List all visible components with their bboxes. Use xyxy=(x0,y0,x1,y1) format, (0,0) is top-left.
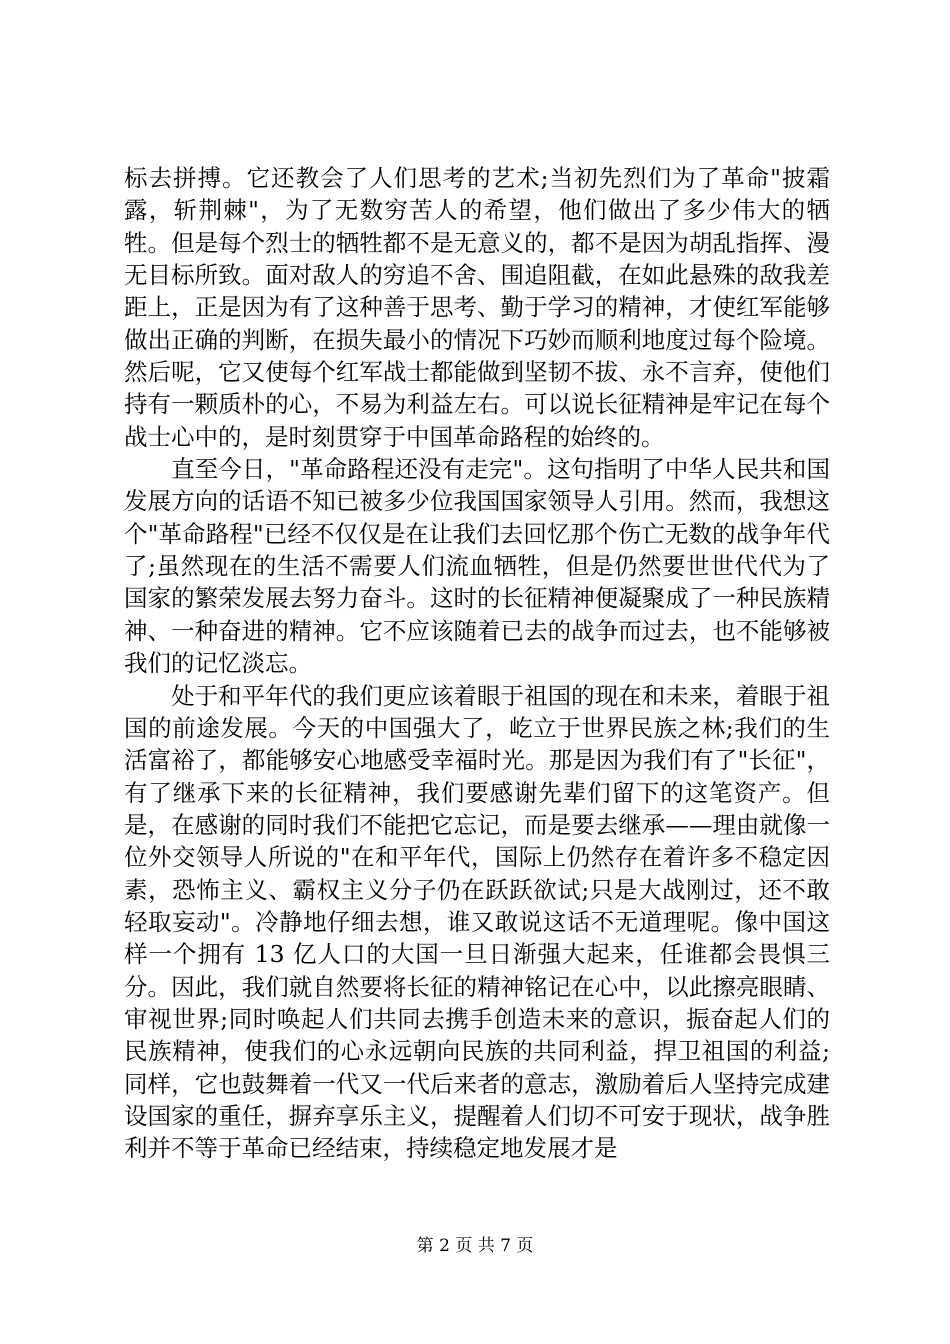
page-number-footer: 第 2 页 共 7 页 xyxy=(416,1236,534,1256)
document-body xyxy=(124,162,830,1165)
paragraph: 处于和平年代的我们更应该着眼于祖国的现在和未来，着眼于祖国的前途发展。今天的中国强大了，屹立于世界民族之林;我们的生活富裕了，都能够安心地感受幸福时光。那是因为我们有了"长征"，有了继承下来的长征精神，我们要感谢先辈们留下的这笔资产。但是，在感谢的同时我们不能把它忘记，而是要去继承——理由就像一位外交领导人所说的"在和平年代，国际上仍然存在着许多不稳定因素，恐怖主义、霸权主义分子仍在跃跃欲试;只是大战刚过，还不敢轻取妄动"。冷静地仔细去想，谁又敢说这话不无道理呢。像中国这样一个拥有 13 亿人口的大国一旦日渐强大起来，任谁都会畏惧三分。因此，我们就自然要将长征的精神铭记在心中，以此擦亮眼睛、审视世界;同时唤起人们共同去携手创造未来的意识，振奋起人们的民族精神，使我们的心永远朝向民族的共同利益，捍卫祖国的利益;同样，它也鼓舞着一代又一代后来者的意志，激励着后人坚持完成建设国家的重任，摒弃享乐主义，提醒着人们切不可安于现状，战争胜利并不等于革命已经结束，持续稳定地发展才是 xyxy=(124,681,830,1163)
paragraph: 直至今日，"革命路程还没有走完"。这句指明了中华人民共和国发展方向的话语不知已被多少位我国国家领导人引用。然而，我想这个"革命路程"已经不仅仅是在让我们去回忆那个伤亡无数的战争年代了;虽然现在的生活不需要人们流血牺牲，但是仍然要世世代代为了国家的繁荣发展去努力奋斗。这时的长征精神便凝聚成了一种民族精神、一种奋进的精神。它不应该随着已去的战争而过去，也不能够被我们的记忆淡忘。 xyxy=(124,455,830,678)
paragraph: 标去拼搏。它还教会了人们思考的艺术;当初先烈们为了革命"披霜露，斩荆棘"，为了无数穷苦人的希望，他们做出了多少伟大的牺牲。但是每个烈士的牺牲都不是无意义的，都不是因为胡乱指挥、漫无目标所致。面对敌人的穷追不舍、围追阻截，在如此悬殊的敌我差距上，正是因为有了这种善于思考、勤于学习的精神，才使红军能够做出正确的判断，在损失最小的情况下巧妙而顺利地度过每个险境。然后呢，它又使每个红军战士都能做到坚韧不拔、永不言弃，使他们持有一颗质朴的心，不易为利益左右。可以说长征精神是牢记在每个战士心中的，是时刻贯穿于中国革命路程的始终的。 xyxy=(124,164,830,451)
